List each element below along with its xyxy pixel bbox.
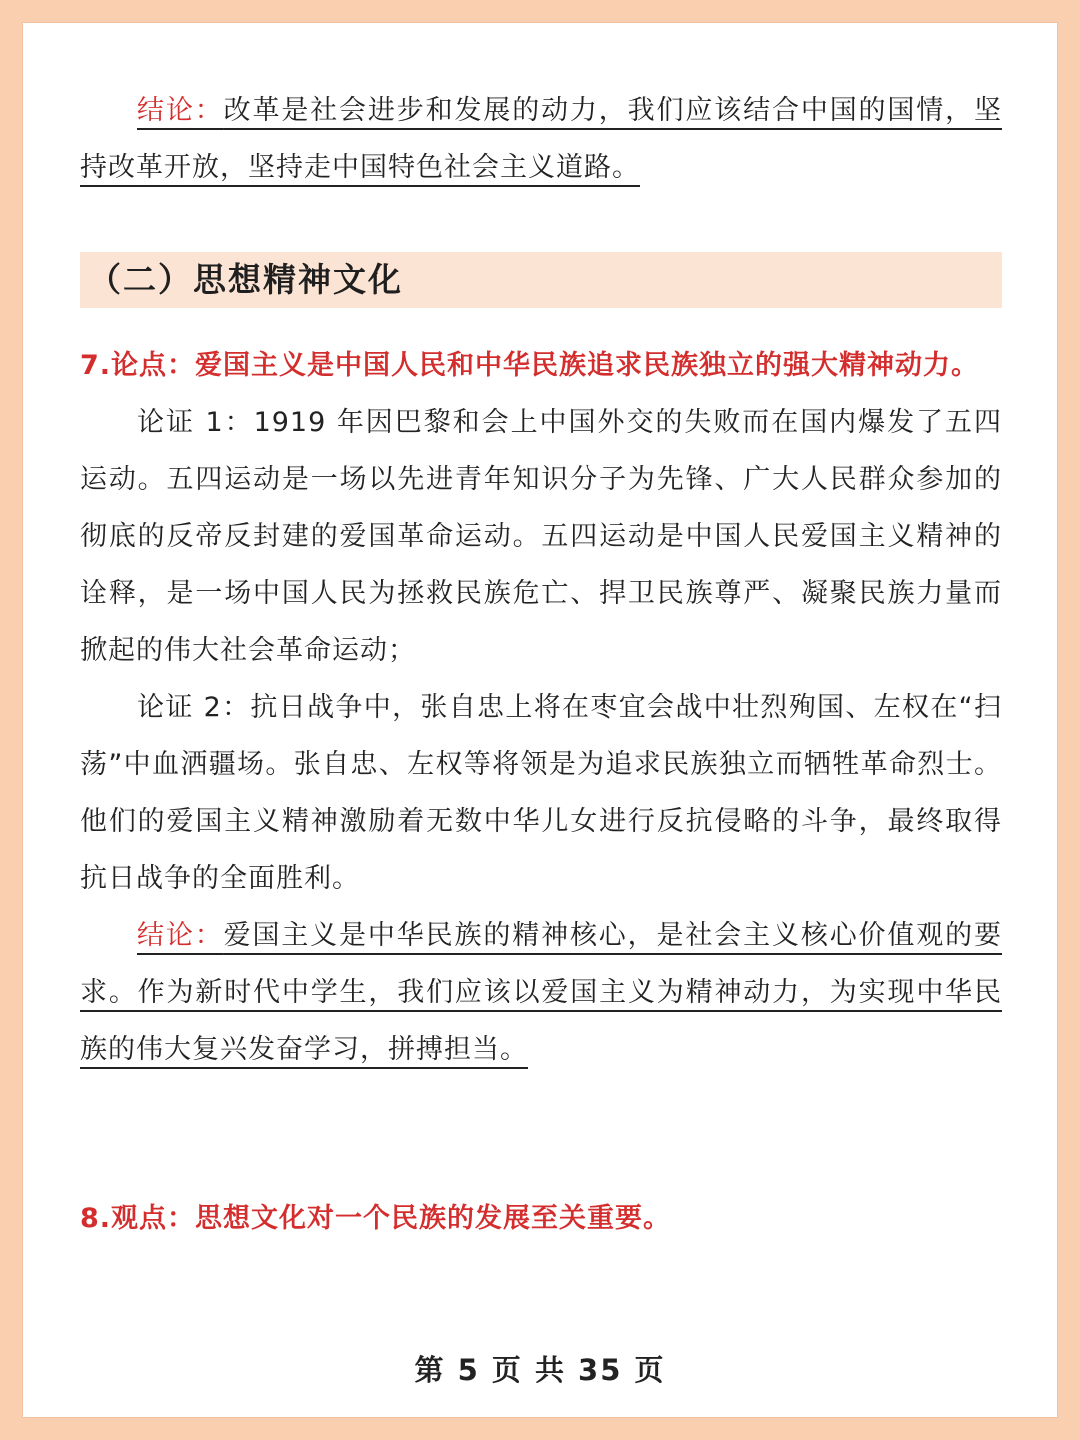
item-8-block xyxy=(80,1190,1002,1247)
item-7-heading: 7.论点：爱国主义是中国人民和中华民族追求民族独立的强大精神动力。 xyxy=(80,350,980,381)
item-7-conclusion-text: 爱国主义是中华民族的精神核心，是社会主义核心价值观的要求。作为新时代中学生，我们应该以爱国主义为精神动力，为实现中华民族的伟大复兴发奋学习，拼搏担当。 xyxy=(80,920,1003,1065)
section-title: （二）思想精神文化 xyxy=(88,260,403,299)
conclusion-label: 结论： xyxy=(137,95,224,126)
item-8-heading: 8.观点：思想文化对一个民族的发展至关重要。 xyxy=(80,1203,672,1234)
item-7-proof-2: 论证 2：抗日战争中，张自忠上将在枣宜会战中壮烈殉国、左权在“扫荡”中血洒疆场。张自忠、左权等将领是为追求民族独立而牺牲革命烈士。他们的爱国主义精神激励着无数中华儿女进行反抗侵略的斗争，最终取得抗日战争的全面胜利。 xyxy=(80,692,1002,894)
document-body xyxy=(80,80,1002,196)
item-7-block xyxy=(80,337,1002,1078)
conclusion-underlined-text xyxy=(80,95,1002,183)
item-7-conclusion-underlined xyxy=(80,920,1002,1065)
page-number-footer: 第 5 页 共 35 页 xyxy=(414,1353,666,1387)
item-7-conclusion-label: 结论： xyxy=(137,920,224,951)
item-7-conclusion xyxy=(80,907,1002,1078)
item-7-proof-1: 论证 1：1919 年因巴黎和会上中国外交的失败而在国内爆发了五四运动。五四运动是一场以先进青年知识分子为先锋、广大人民群众参加的彻底的反帝反封建的爱国革命运动。五四运动是中国人民爱国主义精神的诠释，是一场中国人民为拯救民族危亡、捍卫民族尊严、凝聚民族力量而掀起的伟大社会革命运动； xyxy=(80,407,1002,666)
conclusion-paragraph-reform xyxy=(80,82,1002,196)
conclusion-text: 改革是社会进步和发展的动力，我们应该结合中国的国情，坚持改革开放，坚持走中国特色社会主义道路。 xyxy=(80,95,1003,183)
